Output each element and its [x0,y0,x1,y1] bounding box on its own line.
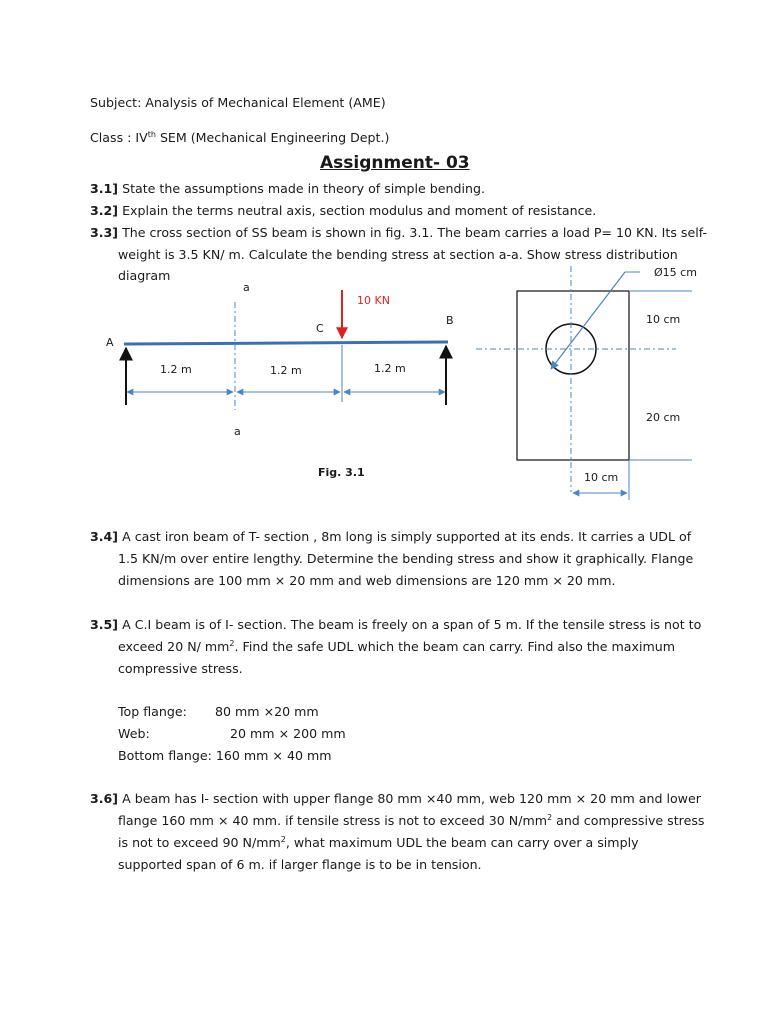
question-number: 3.5] [90,617,119,632]
question-number: 3.2] [90,203,119,218]
question-3-6-line3 [118,835,639,851]
label-A: A [106,336,114,349]
question-3-5 [90,617,701,633]
top-dimension-label: 10 cm [646,313,681,326]
question-3-5-line3: compressive stress. [118,661,243,676]
superscript: 2 [229,638,235,648]
label-a-lower: a [234,425,241,438]
line2-part-a: exceed 20 N/ mm [118,639,230,654]
question-3-6 [90,791,701,807]
question-text-line1: The cross section of SS beam is shown in fig. 3.1. The beam carries a load P= 10 KN. Its self- [118,225,707,240]
line3-part-a: is not to exceed 90 N/mm [118,835,281,850]
question-text-line1: A cast iron beam of T- section , 8m long is simply supported at its ends. It carries a UDL of [118,529,692,544]
line2-part-b: and compressive stress [552,813,705,828]
question-number: 3.3] [90,225,119,240]
question-text: State the assumptions made in theory of simple bending. [118,181,485,196]
superscript: 2 [547,812,553,822]
load-label: 10 KN [357,294,390,307]
title-prefix: Assignment- [320,153,446,173]
bottom-flange: Bottom flange: 160 mm × 40 mm [118,748,332,763]
question-number: 3.6] [90,791,119,806]
label-B: B [446,314,454,327]
superscript: 2 [280,834,286,844]
question-text: Explain the terms neutral axis, section modulus and moment of resistance. [118,203,597,218]
question-text-line1: A beam has I- section with upper flange 80 mm ×40 mm, web 120 mm × 20 mm and lower [118,791,701,806]
span1-label: 1.2 m [160,363,192,376]
question-number: 3.1] [90,181,119,196]
question-3-3-line3: diagram [118,268,171,283]
class-superscript: th [147,129,156,139]
question-3-3-line2: weight is 3.5 KN/ m. Calculate the bending stress at section a-a. Show stress distribution [118,247,678,262]
class-suffix: SEM (Mechanical Engineering Dept.) [155,130,390,145]
web-value: 20 mm × 200 mm [230,726,346,741]
span2-label: 1.2 m [270,364,302,377]
bottom-dimension-label: 20 cm [646,411,681,424]
question-number: 3.4] [90,529,119,544]
label-a-upper: a [243,281,250,294]
question-3-4 [90,529,691,545]
top-flange-value: 80 mm ×20 mm [215,704,319,719]
subject-line: Subject: Analysis of Mechanical Element (AME) [90,95,386,110]
width-dimension-label: 10 cm [584,471,619,484]
figure-caption: Fig. 3.1 [318,466,365,479]
class-prefix: Class : IV [90,130,148,145]
line3-part-b: , what maximum UDL the beam can carry over a simply [285,835,639,850]
question-text-line1: A C.I beam is of I- section. The beam is freely on a span of 5 m. If the tensile stress is not to [118,617,702,632]
label-C: C [316,322,324,335]
beam-line [124,342,448,344]
top-flange-label: Top flange: [118,704,187,719]
question-3-6-line4: supported span of 6 m. if larger flange is to be in tension. [118,857,482,872]
hole-diameter-label: Ø15 cm [654,266,697,279]
title-number: 03 [445,153,470,173]
line2-part-a: flange 160 mm × 40 mm. if tensile stress is not to exceed 30 N/mm [118,813,548,828]
question-3-6-line2 [118,813,704,829]
span3-label: 1.2 m [374,362,406,375]
web-label: Web: [118,726,150,741]
question-3-4-line2: 1.5 KN/m over entire lengthy. Determine the bending stress and show it graphically. Flange [118,551,694,566]
question-3-5-line2 [118,639,675,655]
line2-part-b: . Find the safe UDL which the beam can carry. Find also the maximum [234,639,675,654]
question-3-4-line3: dimensions are 100 mm × 20 mm and web dimensions are 120 mm × 20 mm. [118,573,616,588]
cross-section-rect [517,291,629,460]
diameter-leader [551,272,625,369]
